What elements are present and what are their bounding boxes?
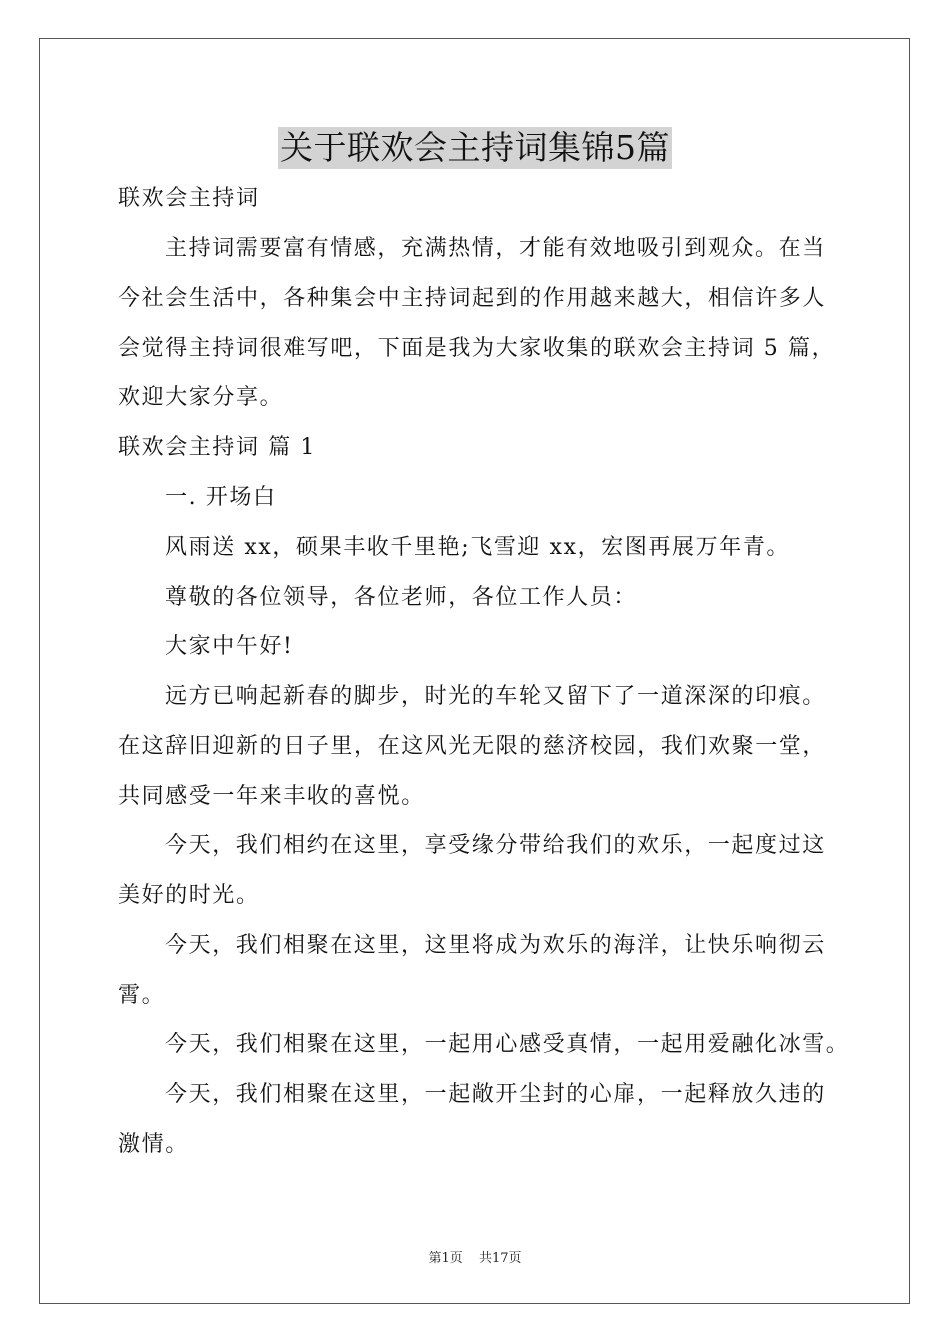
- paragraph-line: 在这辞旧迎新的日子里，在这风光无限的慈济校园，我们欢聚一堂，: [118, 734, 827, 759]
- section-heading: 联欢会主持词 篇 1: [118, 435, 316, 460]
- paragraph-line: 今天，我们相约在这里，享受缘分带给我们的欢乐，一起度过这: [165, 833, 826, 858]
- paragraph-line: 霄。: [118, 983, 166, 1008]
- paragraph-line: 风雨送 xx，硕果丰收千里艳;飞雪迎 xx，宏图再展万年青。: [165, 535, 791, 560]
- paragraph-line: 今社会生活中，各种集会中主持词起到的作用越来越大，相信许多人: [118, 286, 827, 311]
- page-number: 第1页: [428, 1251, 463, 1266]
- paragraph-line: 欢迎大家分享。: [118, 385, 284, 410]
- paragraph-line: 会觉得主持词很难写吧，下面是我为大家收集的联欢会主持词 5 篇，: [118, 336, 836, 361]
- paragraph-line: 共同感受一年来丰收的喜悦。: [118, 784, 425, 809]
- paragraph-line: 美好的时光。: [118, 883, 260, 908]
- paragraph-line: 今天，我们相聚在这里，一起用心感受真情，一起用爱融化冰雪。: [165, 1032, 850, 1057]
- title-container: [0, 127, 950, 169]
- paragraph-line: 大家中午好!: [165, 634, 294, 659]
- document-title: 关于联欢会主持词集锦5篇: [280, 128, 670, 167]
- paragraph-line: 今天，我们相聚在这里，这里将成为欢乐的海洋，让快乐响彻云: [165, 933, 826, 958]
- paragraph-line: 激情。: [118, 1132, 189, 1157]
- paragraph-line: 今天，我们相聚在这里，一起敞开尘封的心扉，一起释放久违的: [165, 1082, 826, 1107]
- paragraph-line: 尊敬的各位领导，各位老师，各位工作人员：: [165, 585, 638, 610]
- paragraph-line: 远方已响起新春的脚步，时光的车轮又留下了一道深深的印痕。: [165, 684, 826, 709]
- page-border: [39, 38, 910, 1304]
- page-footer: [0, 1247, 950, 1266]
- paragraph-line: 一. 开场白: [165, 485, 277, 510]
- page-total: 共17页: [478, 1251, 522, 1266]
- section-heading: 联欢会主持词: [118, 186, 260, 211]
- paragraph-line: 主持词需要富有情感，充满热情，才能有效地吸引到观众。在当: [165, 236, 826, 261]
